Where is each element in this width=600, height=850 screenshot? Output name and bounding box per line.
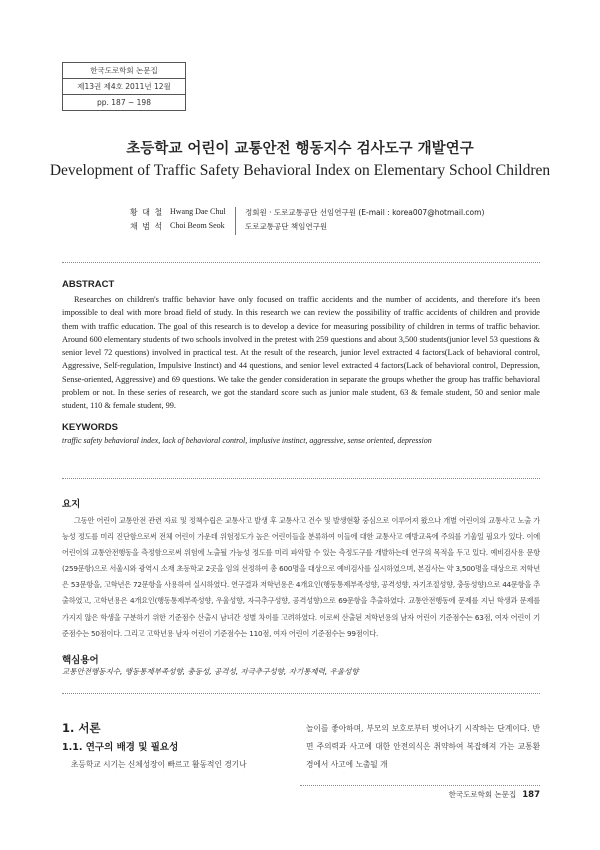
author-affiliation: 정회원 · 도로교통공단 선임연구원 (E-mail : korea007@hotmail.com): [245, 208, 485, 217]
summary-text: 그동안 어린이 교통안전 관련 자료 및 정책수립은 교통사고 발생 후 교통사고 건수 및 발생현황 중심으로 이루어져 왔으나 개별 어린이의 교통사고 노출 가능성 정도를 미리 진단함으로써 전체 어린이 가운데 위험정도가 높은 어린이들을 분류하여 이들에 대한 교통사고 예방교육에 주의를 기울일 필요가 있다. 이에 어린이의 교통안전행동을 측정함으로써 위험에 노출될 가능성 정도를 미리 파악할 수 있는 측정도구를 개발하는데 연구의 목적을 두고 있다. 예비검사용 문항(259문항)으로 서울시와 광역시 소재 초등학교 2곳을 임의 선정하여 총 600명을 대상으로 예비검사를 실시하였으며, 본검사는 약 3,500명을 대상으로 저학년은 53문항을, 고학년은 72문항을 사용하여 실시하였다. 연구결과 저학년용은 4개요인(행동통제부족성향, 공격성향, 자기조절성향, 충동성향)으로 44문항을 추출하였고, 고학년용은 4개요인(행동통제부족성향, 우울성향, 자극추구성향, 공격성향)으로 69문항을 추출하였다. 교통안전행동에 문제를 지닌 학생과 문제를 가지지 않은 학생을 구분하기 위한 기준점수 산출시 남녀간 성별 차이를 고려하였다. 이로써 산출된 저학년용의 남자 어린이 기준점수는 63점, 여자 어린이 기준점수는 50점이다. 그리고 고학년용 남자 어린이 기준점수는 110점, 여자 어린이 기준점수는 99점이다.: [62, 516, 540, 638]
author-separator: [235, 207, 236, 235]
divider: [62, 478, 540, 479]
page-number: 187: [522, 790, 540, 800]
title-english: Development of Traffic Safety Behavioral Index on Elementary School Children: [49, 162, 551, 179]
journal-pages: pp. 187 ~ 198: [97, 98, 151, 107]
journal-volume: 제13권 제4호 2011년 12월: [63, 79, 185, 95]
author-name-english: Choi Beom Seok: [170, 221, 225, 230]
intro-heading: 1. 서론: [62, 721, 101, 735]
keywords-heading: KEYWORDS: [62, 422, 118, 433]
keywords-text: traffic safety behavioral index, lack of behavioral control, implusive instinct, aggressive, sense oriented, depression: [62, 436, 432, 445]
author-affiliation: 도로교통공단 책임연구원: [245, 222, 328, 231]
author-row: [0, 221, 600, 235]
title-korean: 초등학교 어린이 교통안전 행동지수 검사도구 개발연구: [126, 141, 474, 157]
author-name-korean: 황 대 철: [130, 208, 164, 217]
journal-name: 한국도로학회 논문집: [63, 63, 185, 79]
column-right: [306, 720, 540, 774]
journal-info-box: [62, 62, 186, 111]
footer-journal: 한국도로학회 논문집: [448, 790, 517, 799]
author-name-korean: 채 범 석: [130, 222, 164, 231]
intro-text-right: 놀이를 좋아하며, 부모의 보호로부터 벗어나기 시작하는 단계이다. 반면 주의력과 사고에 대한 안전의식은 취약하여 복잡해져 가는 교통환경에서 사고에 노출될 개: [306, 724, 540, 769]
korean-keywords-text: 교통안전행동지수, 행동통제부족성향, 충동성, 공격성, 자극추구성향, 자기통제력, 우울성향: [62, 667, 359, 676]
divider: [62, 693, 540, 694]
author-name-english: Hwang Dae Chul: [170, 207, 226, 216]
footer-divider: [300, 785, 540, 786]
author-row: [0, 207, 600, 221]
korean-keywords-heading: 핵심용어: [62, 655, 99, 666]
abstract-text: Researches on children's traffic behavior have only focused on traffic accidents and the number of accidents, and therefore it's been impossible to deal with more broad field of study. In this research we can review the possibility of traffic accidents of children and provide them with traffic education. The goal of this research is to develop a device for measuring possibility of children in terms of traffic behavior. Around 600 elementary students of two schools involved in the pretest with 259 questions and about 3,500 students(junior level 53 questions & senior level 72 questions) involved in practical test. At the result of the research, junior level extracted 4 factors(Lack of behavioral control, Aggressive, Self-regulation, Impulsive Instinct) and 44 questions, and senior level extracted 4 factors(Lack of behavioral control, Depression, Sense-oriented, Aggressive) and 69 questions. We take the gender consideration in separate the groups whether the group has traffic behavioral problem or not. In these series of research, we got the standard score such as junior male student, 63 & female student, 50 and senior male student, 110 & female student, 99.: [62, 295, 540, 411]
abstract-heading: ABSTRACT: [62, 279, 115, 290]
summary-heading: 요지: [62, 499, 81, 510]
divider: [62, 262, 540, 263]
page-footer: [449, 789, 540, 800]
intro-text-left: 초등학교 시기는 신체성장이 빠르고 활동적인 경기나: [71, 760, 247, 769]
column-left: [62, 720, 294, 774]
intro-subheading: 1.1. 연구의 배경 및 필요성: [62, 742, 179, 753]
